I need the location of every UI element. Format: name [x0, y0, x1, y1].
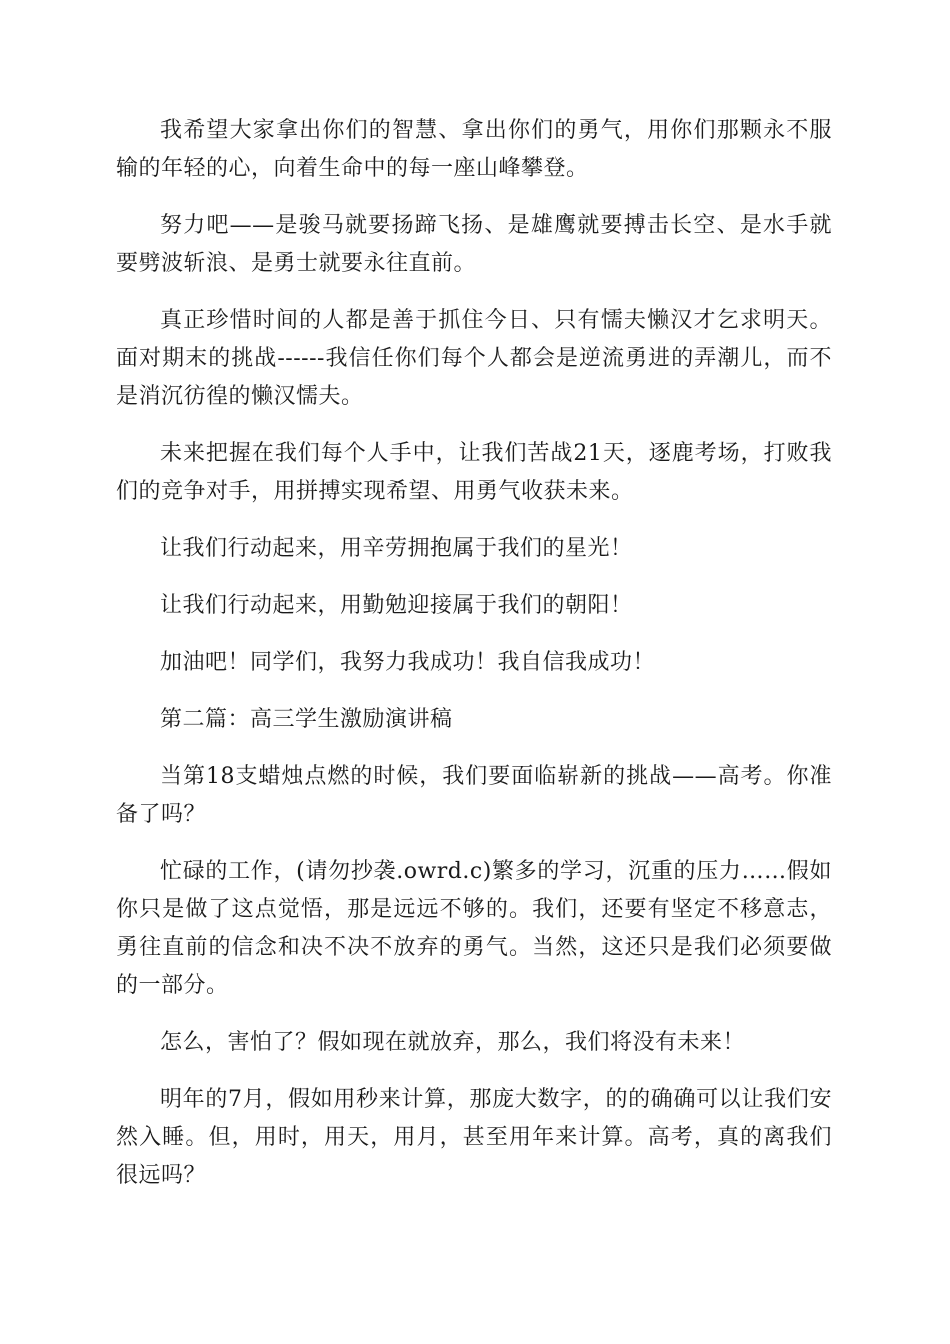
paragraph-sunrise: 让我们行动起来，用勤勉迎接属于我们的朝阳！	[160, 593, 633, 618]
section-heading: 第二篇：高三学生激励演讲稿	[160, 707, 453, 732]
paragraph-strive: 努力吧——是骏马就要扬蹄飞扬、是雄鹰就要搏击长空、是水手就要劈波斩浪、是勇士就要永往直前。	[116, 213, 832, 276]
paragraph-next-july: 明年的7月，假如用秒来计算，那庞大数字，的的确确可以让我们安然入睡。但，用时，用天，用月，甚至用年来计算。高考，真的离我们很远吗？	[116, 1087, 832, 1188]
paragraph-candle: 当第18支蜡烛点燃的时候，我们要面临崭新的挑战——高考。你准备了吗？	[116, 764, 832, 827]
paragraph-afraid: 怎么，害怕了？假如现在就放弃，那么，我们将没有未来！	[160, 1030, 746, 1055]
paragraph-cheer: 加油吧！同学们，我努力我成功！我自信我成功！	[160, 650, 656, 675]
paragraph-busy-work: 忙碌的工作，(请勿抄袭.owrd.c)繁多的学习，沉重的压力……假如你只是做了这点觉悟，那是远远不够的。我们，还要有坚定不移意志，勇往直前的信念和决不决不放弃的勇气。当然，这还只是我们必须要做的一部分。	[116, 859, 832, 998]
paragraph-cherish-time: 真正珍惜时间的人都是善于抓住今日、只有懦夫懒汉才乞求明天。面对期末的挑战------我信任你们每个人都会是逆流勇进的弄潮儿，而不是消沉彷徨的懒汉懦夫。	[116, 308, 832, 409]
paragraph-starlight: 让我们行动起来，用辛劳拥抱属于我们的星光！	[160, 536, 633, 561]
paragraph-hope: 我希望大家拿出你们的智慧、拿出你们的勇气，用你们那颗永不服输的年轻的心，向着生命中的每一座山峰攀登。	[116, 118, 832, 181]
paragraph-future: 未来把握在我们每个人手中，让我们苦战21天，逐鹿考场，打败我们的竞争对手，用拼搏实现希望、用勇气收获未来。	[116, 441, 832, 504]
